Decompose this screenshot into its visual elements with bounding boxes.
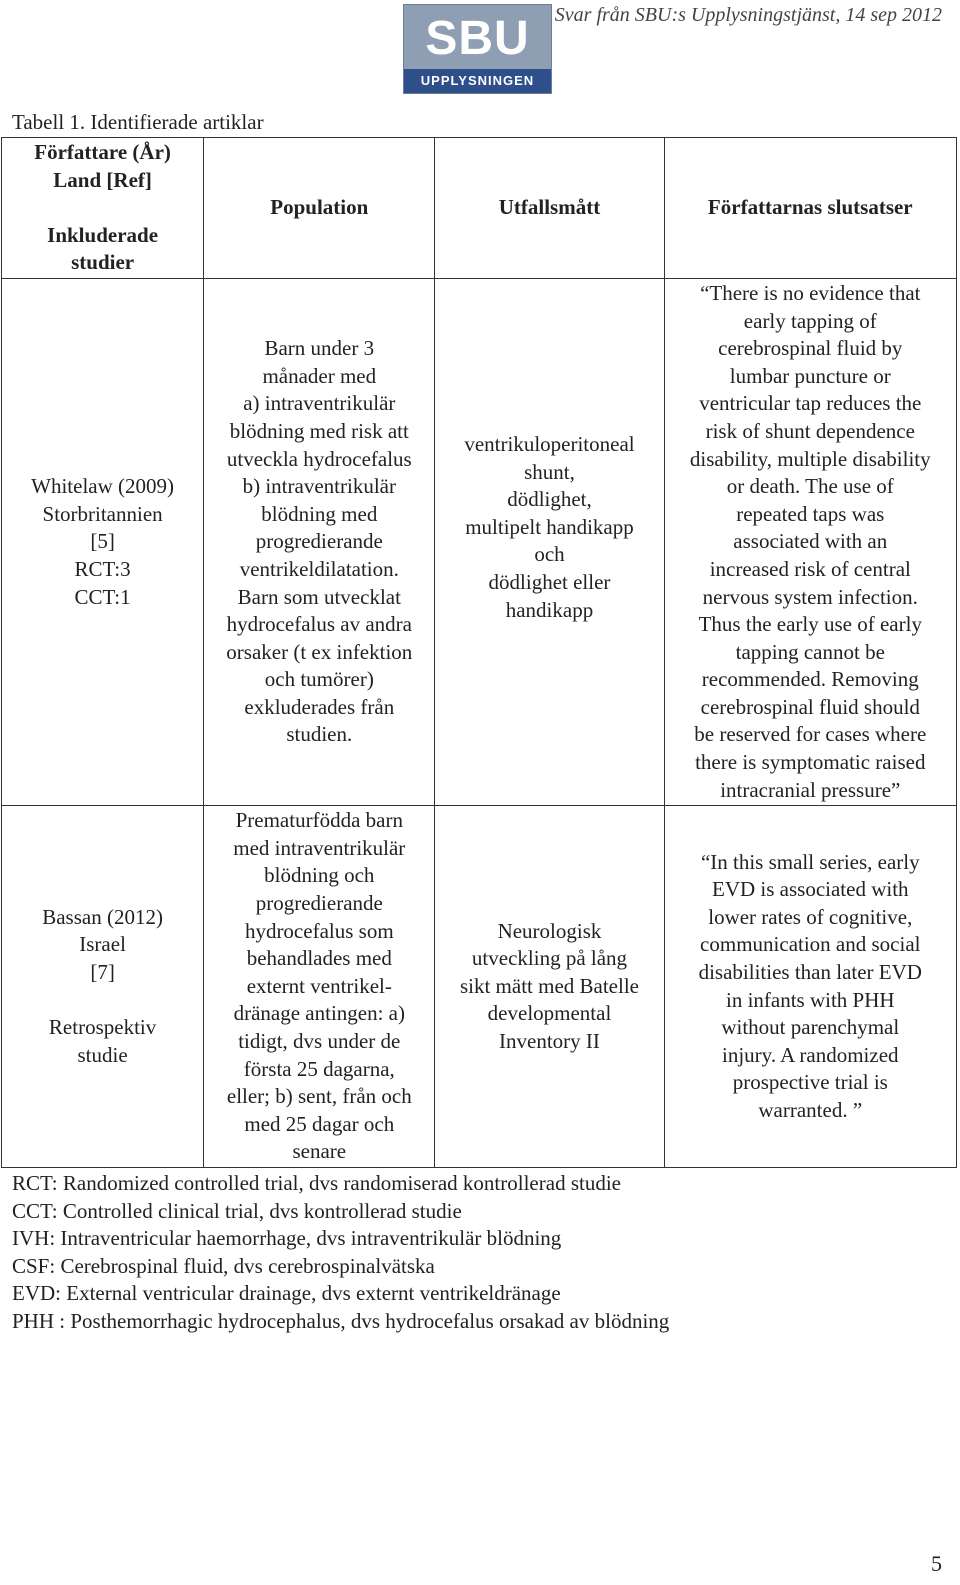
header-conclusions: Författarnas slutsatser (664, 138, 956, 279)
population-cell: Barn under 3 månader med a) intraventrikulär blödning med risk att utveckla hydrocefalus b) intraventrikulär blödning med progredierande ventrikeldilatation. Barn som utvecklat hydrocefalus av andra orsaker (t ex infektion och tumörer) exkluderades från studien. (204, 278, 435, 805)
source-line: Svar från SBU:s Upplysningstjänst, 14 sep 2012 (554, 4, 942, 26)
header-population: Population (204, 138, 435, 279)
page-number: 5 (931, 1551, 942, 1576)
header-author: Författare (År) Land [Ref] Inkluderade studier (2, 138, 204, 279)
logo-sub-text: UPPLYSNINGEN (404, 69, 551, 93)
author-cell: Bassan (2012) Israel [7] Retrospektiv studie (2, 806, 204, 1168)
footnotes (12, 1170, 669, 1336)
conclusions-cell: “There is no evidence that early tapping of cerebrospinal fluid by lumbar puncture or ventricular tap reduces the risk of shunt dependence disability, multiple disability or death. The use of repeated taps was associated with an increased risk of central nervous system infection. Thus the early use of early tapping cannot be recommended. Removing cerebrospinal fluid should be reserved for cases where there is symptomatic raised intracranial pressure” (664, 278, 956, 805)
header-outcome: Utfallsmått (435, 138, 664, 279)
footnote: EVD: External ventricular drainage, dvs externt ventrikeldränage (12, 1281, 561, 1306)
footnote: IVH: Intraventricular haemorrhage, dvs intraventrikulär blödning (12, 1226, 562, 1251)
table-header-row (2, 138, 957, 279)
outcome-cell: Neurologisk utveckling på lång sikt mätt med Batelle developmental Inventory II (435, 806, 664, 1168)
author-cell: Whitelaw (2009) Storbritannien [5] RCT:3 CCT:1 (2, 278, 204, 805)
footnote: PHH : Posthemorrhagic hydrocephalus, dvs hydrocefalus orsakad av blödning (12, 1308, 670, 1333)
footnote: CSF: Cerebrospinal fluid, dvs cerebrospinalvätska (12, 1253, 435, 1278)
footnote: CCT: Controlled clinical trial, dvs kontrollerad studie (12, 1198, 462, 1223)
sbu-logo (403, 4, 552, 94)
table-row (2, 806, 957, 1168)
articles-table (1, 137, 957, 1168)
table-row (2, 278, 957, 805)
table-caption: Tabell 1. Identifierade artiklar (12, 110, 264, 134)
conclusions-cell: “In this small series, early EVD is associated with lower rates of cognitive, communication and social disabilities than later EVD in infants with PHH without parenchymal injury. A randomized prospective trial is warranted. ” (664, 806, 956, 1168)
outcome-cell: ventrikuloperitoneal shunt, dödlighet, multipelt handikapp och dödlighet eller handikapp (435, 278, 664, 805)
footnote: RCT: Randomized controlled trial, dvs randomiserad kontrollerad studie (12, 1171, 621, 1195)
logo-main-text: SBU (425, 12, 530, 65)
population-cell: Prematurfödda barn med intraventrikulär blödning och progredierande hydrocefalus som behandlades med externt ventrikel- dränage antingen: a) tidigt, dvs under de första 25 dagarna, eller; b) sent, från och med 25 dagar och senare (204, 806, 435, 1168)
